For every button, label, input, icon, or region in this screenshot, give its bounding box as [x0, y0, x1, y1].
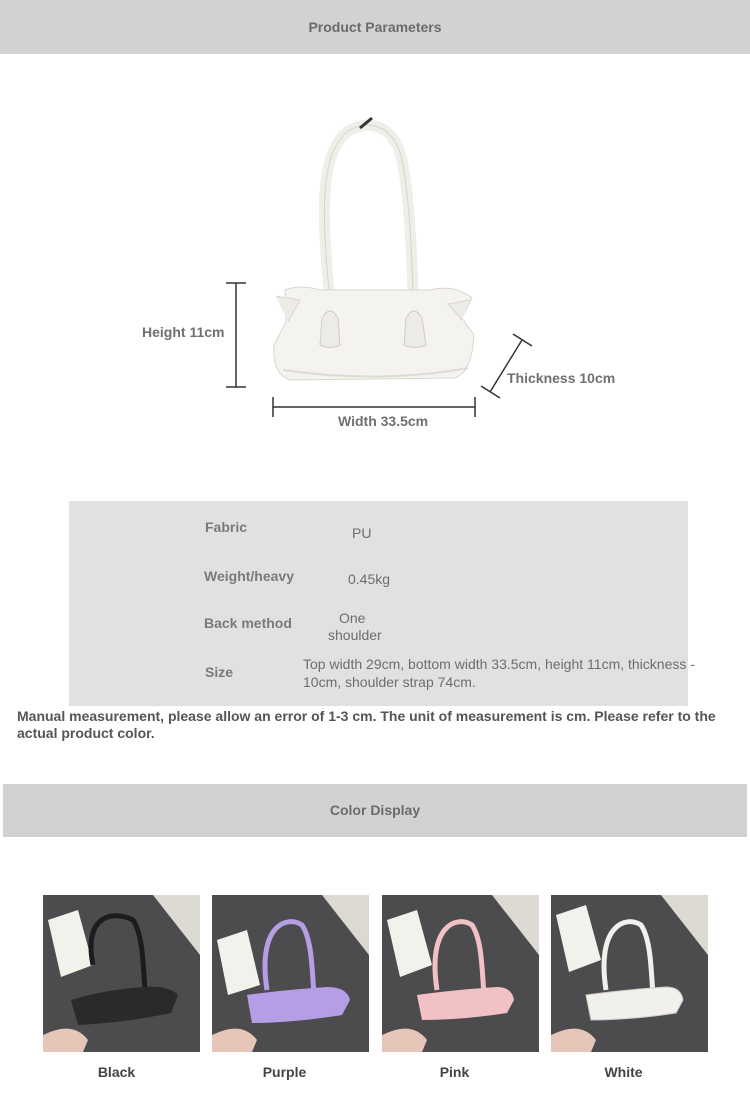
param-label-fabric: Fabric — [205, 519, 248, 535]
param-value-size-line1: Top width 29cm, bottom width 33.5cm, height 11cm, thickness - — [303, 656, 695, 672]
color-label-purple: Purple — [262, 1064, 307, 1080]
param-value-size-line2: 10cm, shoulder strap 74cm. — [303, 674, 476, 690]
param-value-back-method-line1: One — [339, 610, 366, 626]
bag-photo — [551, 895, 708, 1052]
param-label-size: Size — [205, 664, 234, 680]
thickness-label: Thickness 10cm — [507, 370, 616, 386]
width-label: Width 33.5cm — [338, 413, 429, 429]
bag-photo — [212, 895, 369, 1052]
bag-photo — [43, 895, 200, 1052]
param-label-back-method: Back method — [204, 615, 292, 631]
color-swatch-white[interactable] — [551, 895, 708, 1052]
param-value-weight: 0.45kg — [348, 571, 391, 587]
color-swatch-purple[interactable] — [212, 895, 369, 1052]
color-swatch-black[interactable] — [43, 895, 200, 1052]
bag-photo — [382, 895, 539, 1052]
section-header-colors — [3, 784, 747, 837]
color-swatch-pink[interactable] — [382, 895, 539, 1052]
color-label-pink: Pink — [439, 1064, 470, 1080]
bag-dimension-diagram — [0, 56, 750, 446]
param-label-weight: Weight/heavy — [204, 568, 294, 584]
measurement-note: Manual measurement, please allow an error of 1-3 cm. The unit of measurement is cm. Please refer to the actual product color. — [17, 708, 716, 741]
section-title: Color Display — [329, 802, 421, 818]
param-value-fabric: PU — [352, 525, 372, 541]
section-title: Product Parameters — [308, 19, 442, 35]
color-label-white: White — [604, 1064, 643, 1080]
color-label-black: Black — [97, 1064, 136, 1080]
param-value-back-method-line2: shoulder — [328, 627, 382, 643]
height-label: Height 11cm — [142, 324, 225, 340]
section-header-parameters — [0, 0, 750, 54]
